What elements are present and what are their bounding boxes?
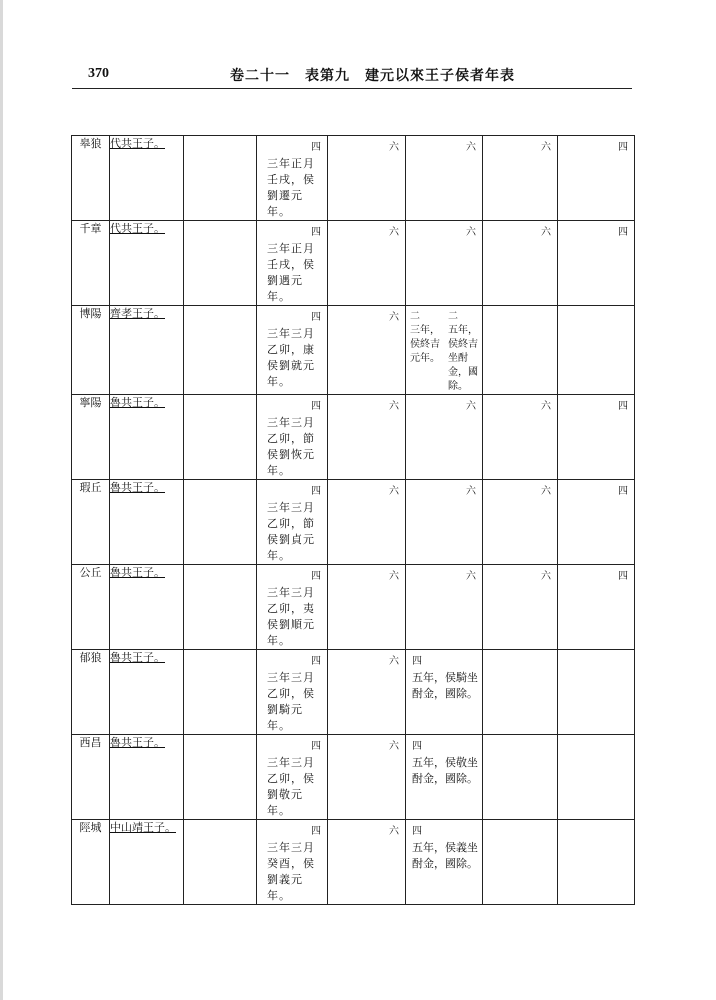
year-count: 六: [541, 571, 551, 582]
year-cell: [406, 221, 483, 306]
enfeoffment-text: 三年正月壬戌，侯劉遷元年。: [267, 157, 315, 218]
lineage-text: 魯共王子。: [110, 736, 165, 749]
lineage-text: 魯共王子。: [110, 396, 165, 409]
lineage-cell: [110, 820, 184, 905]
table-row: [72, 306, 635, 395]
year-count: 六: [466, 401, 476, 412]
year-count: 六: [541, 401, 551, 412]
place-name: 陘城: [72, 820, 110, 905]
forfeiture-cell: [406, 735, 483, 820]
year-cell: [328, 735, 406, 820]
enfeoffment-cell: [257, 650, 328, 735]
year-count: 四: [618, 401, 628, 412]
place-name: 寧陽: [72, 395, 110, 480]
forfeiture-cell: [406, 820, 483, 905]
empty-cell: [184, 650, 257, 735]
enfeoffment-years: 四: [311, 227, 321, 238]
empty-cell: [184, 395, 257, 480]
enfeoffment-years: 四: [311, 571, 321, 582]
year-count: 四: [618, 486, 628, 497]
empty-cell: [558, 306, 635, 395]
forfeiture-text: 五年，侯義坐酎金，國除。: [412, 841, 478, 870]
year-count: 六: [466, 571, 476, 582]
enfeoffment-cell: [257, 221, 328, 306]
place-name: 皋狼: [72, 136, 110, 221]
year-count: 六: [541, 142, 551, 153]
enfeoffment-cell: [257, 306, 328, 395]
enfeoffment-years: 四: [311, 401, 321, 412]
empty-cell: [558, 820, 635, 905]
split-right-years: 二: [448, 311, 458, 322]
table-row: [72, 221, 635, 306]
enfeoffment-years: 四: [311, 656, 321, 667]
year-cell: [558, 136, 635, 221]
year-cell: [406, 480, 483, 565]
table-row: [72, 820, 635, 905]
year-cell: [558, 395, 635, 480]
year-cell: [483, 565, 558, 650]
year-cell: [406, 136, 483, 221]
empty-cell: [558, 650, 635, 735]
lineage-text: 代共王子。: [110, 137, 165, 150]
place-name: 瑕丘: [72, 480, 110, 565]
enfeoffment-text: 三年三月癸酉，侯劉義元年。: [267, 841, 315, 902]
lineage-cell: [110, 735, 184, 820]
empty-cell: [558, 735, 635, 820]
lineage-cell: [110, 136, 184, 221]
year-cell: [328, 306, 406, 395]
empty-cell: [184, 480, 257, 565]
lineage-cell: [110, 395, 184, 480]
table-row: [72, 650, 635, 735]
lineage-cell: [110, 221, 184, 306]
enfeoffment-text: 三年三月乙卯，侯劉敬元年。: [267, 756, 315, 817]
year-cell: [483, 395, 558, 480]
forfeiture-text: 五年，侯敬坐酎金，國除。: [412, 756, 478, 785]
year-count: 六: [389, 486, 399, 497]
lineage-text: 魯共王子。: [110, 481, 165, 494]
year-cell: [328, 820, 406, 905]
empty-cell: [483, 306, 558, 395]
split-left-text: 三年，侯終吉元年。: [410, 325, 440, 364]
enfeoffment-cell: [257, 735, 328, 820]
year-count: 六: [389, 227, 399, 238]
lineage-text: 魯共王子。: [110, 566, 165, 579]
empty-cell: [184, 820, 257, 905]
year-count: 六: [466, 227, 476, 238]
table-row: [72, 136, 635, 221]
lineage-text: 中山靖王子。: [110, 821, 176, 834]
year-cell: [406, 565, 483, 650]
running-title: 卷二十一 表第九 建元以來王子侯者年表: [230, 68, 515, 84]
year-count: 六: [466, 486, 476, 497]
empty-cell: [483, 820, 558, 905]
lineage-cell: [110, 565, 184, 650]
lineage-text: 齊孝王子。: [110, 307, 165, 320]
year-count: 六: [389, 142, 399, 153]
year-cell: [483, 221, 558, 306]
place-name: 千章: [72, 221, 110, 306]
year-cell: [558, 565, 635, 650]
place-name: 博陽: [72, 306, 110, 395]
split-year-cell: [406, 306, 483, 395]
year-cell: [328, 650, 406, 735]
year-count: 四: [618, 142, 628, 153]
forfeiture-years: 四: [412, 656, 422, 667]
year-count: 四: [618, 227, 628, 238]
page-number: 370: [88, 66, 109, 81]
page-edge: [0, 0, 3, 1000]
table-row: [72, 565, 635, 650]
forfeiture-years: 四: [412, 741, 422, 752]
enfeoffment-text: 三年三月乙卯，夷侯劉順元年。: [267, 586, 315, 647]
lineage-cell: [110, 306, 184, 395]
year-cell: [328, 395, 406, 480]
enfeoffment-cell: [257, 136, 328, 221]
forfeiture-years: 四: [412, 826, 422, 837]
year-count: 六: [389, 741, 399, 752]
empty-cell: [483, 735, 558, 820]
table-row: [72, 395, 635, 480]
year-cell: [406, 395, 483, 480]
year-cell: [328, 565, 406, 650]
enfeoffment-years: 四: [311, 741, 321, 752]
place-name: 西昌: [72, 735, 110, 820]
page-header: [72, 62, 632, 89]
genealogy-table: [71, 135, 635, 905]
year-cell: [483, 136, 558, 221]
empty-cell: [184, 306, 257, 395]
enfeoffment-text: 三年三月乙卯，節侯劉貞元年。: [267, 501, 315, 562]
place-name: 公丘: [72, 565, 110, 650]
empty-cell: [184, 221, 257, 306]
year-cell: [558, 221, 635, 306]
year-cell: [558, 480, 635, 565]
year-count: 六: [389, 401, 399, 412]
lineage-text: 代共王子。: [110, 222, 165, 235]
enfeoffment-text: 三年三月乙卯，侯劉騎元年。: [267, 671, 315, 732]
year-count: 六: [389, 826, 399, 837]
split-right-text: 五年，侯終吉坐酎金，國除。: [448, 325, 478, 392]
split-left: [406, 306, 444, 394]
empty-cell: [483, 650, 558, 735]
empty-cell: [184, 735, 257, 820]
year-count: 六: [541, 486, 551, 497]
enfeoffment-text: 三年三月乙卯，節侯劉恢元年。: [267, 416, 315, 477]
forfeiture-text: 五年，侯騎坐酎金，國除。: [412, 671, 478, 700]
year-count: 六: [389, 571, 399, 582]
year-cell: [328, 136, 406, 221]
enfeoffment-cell: [257, 395, 328, 480]
year-cell: [328, 221, 406, 306]
year-count: 六: [541, 227, 551, 238]
forfeiture-cell: [406, 650, 483, 735]
enfeoffment-text: 三年正月壬戌，侯劉遇元年。: [267, 242, 315, 303]
year-cell: [328, 480, 406, 565]
year-count: 四: [618, 571, 628, 582]
enfeoffment-years: 四: [311, 826, 321, 837]
enfeoffment-years: 四: [311, 142, 321, 153]
lineage-text: 魯共王子。: [110, 651, 165, 664]
table-row: [72, 735, 635, 820]
split-right: [444, 306, 482, 394]
year-count: 六: [389, 656, 399, 667]
split-left-years: 二: [410, 311, 420, 322]
table-row: [72, 480, 635, 565]
year-cell: [483, 480, 558, 565]
lineage-cell: [110, 480, 184, 565]
empty-cell: [184, 136, 257, 221]
year-count: 六: [466, 142, 476, 153]
enfeoffment-text: 三年三月乙卯，康侯劉就元年。: [267, 327, 315, 388]
empty-cell: [184, 565, 257, 650]
place-name: 郁狼: [72, 650, 110, 735]
enfeoffment-cell: [257, 820, 328, 905]
enfeoffment-cell: [257, 565, 328, 650]
enfeoffment-years: 四: [311, 486, 321, 497]
lineage-cell: [110, 650, 184, 735]
enfeoffment-cell: [257, 480, 328, 565]
enfeoffment-years: 四: [311, 312, 321, 323]
year-count: 六: [389, 312, 399, 323]
